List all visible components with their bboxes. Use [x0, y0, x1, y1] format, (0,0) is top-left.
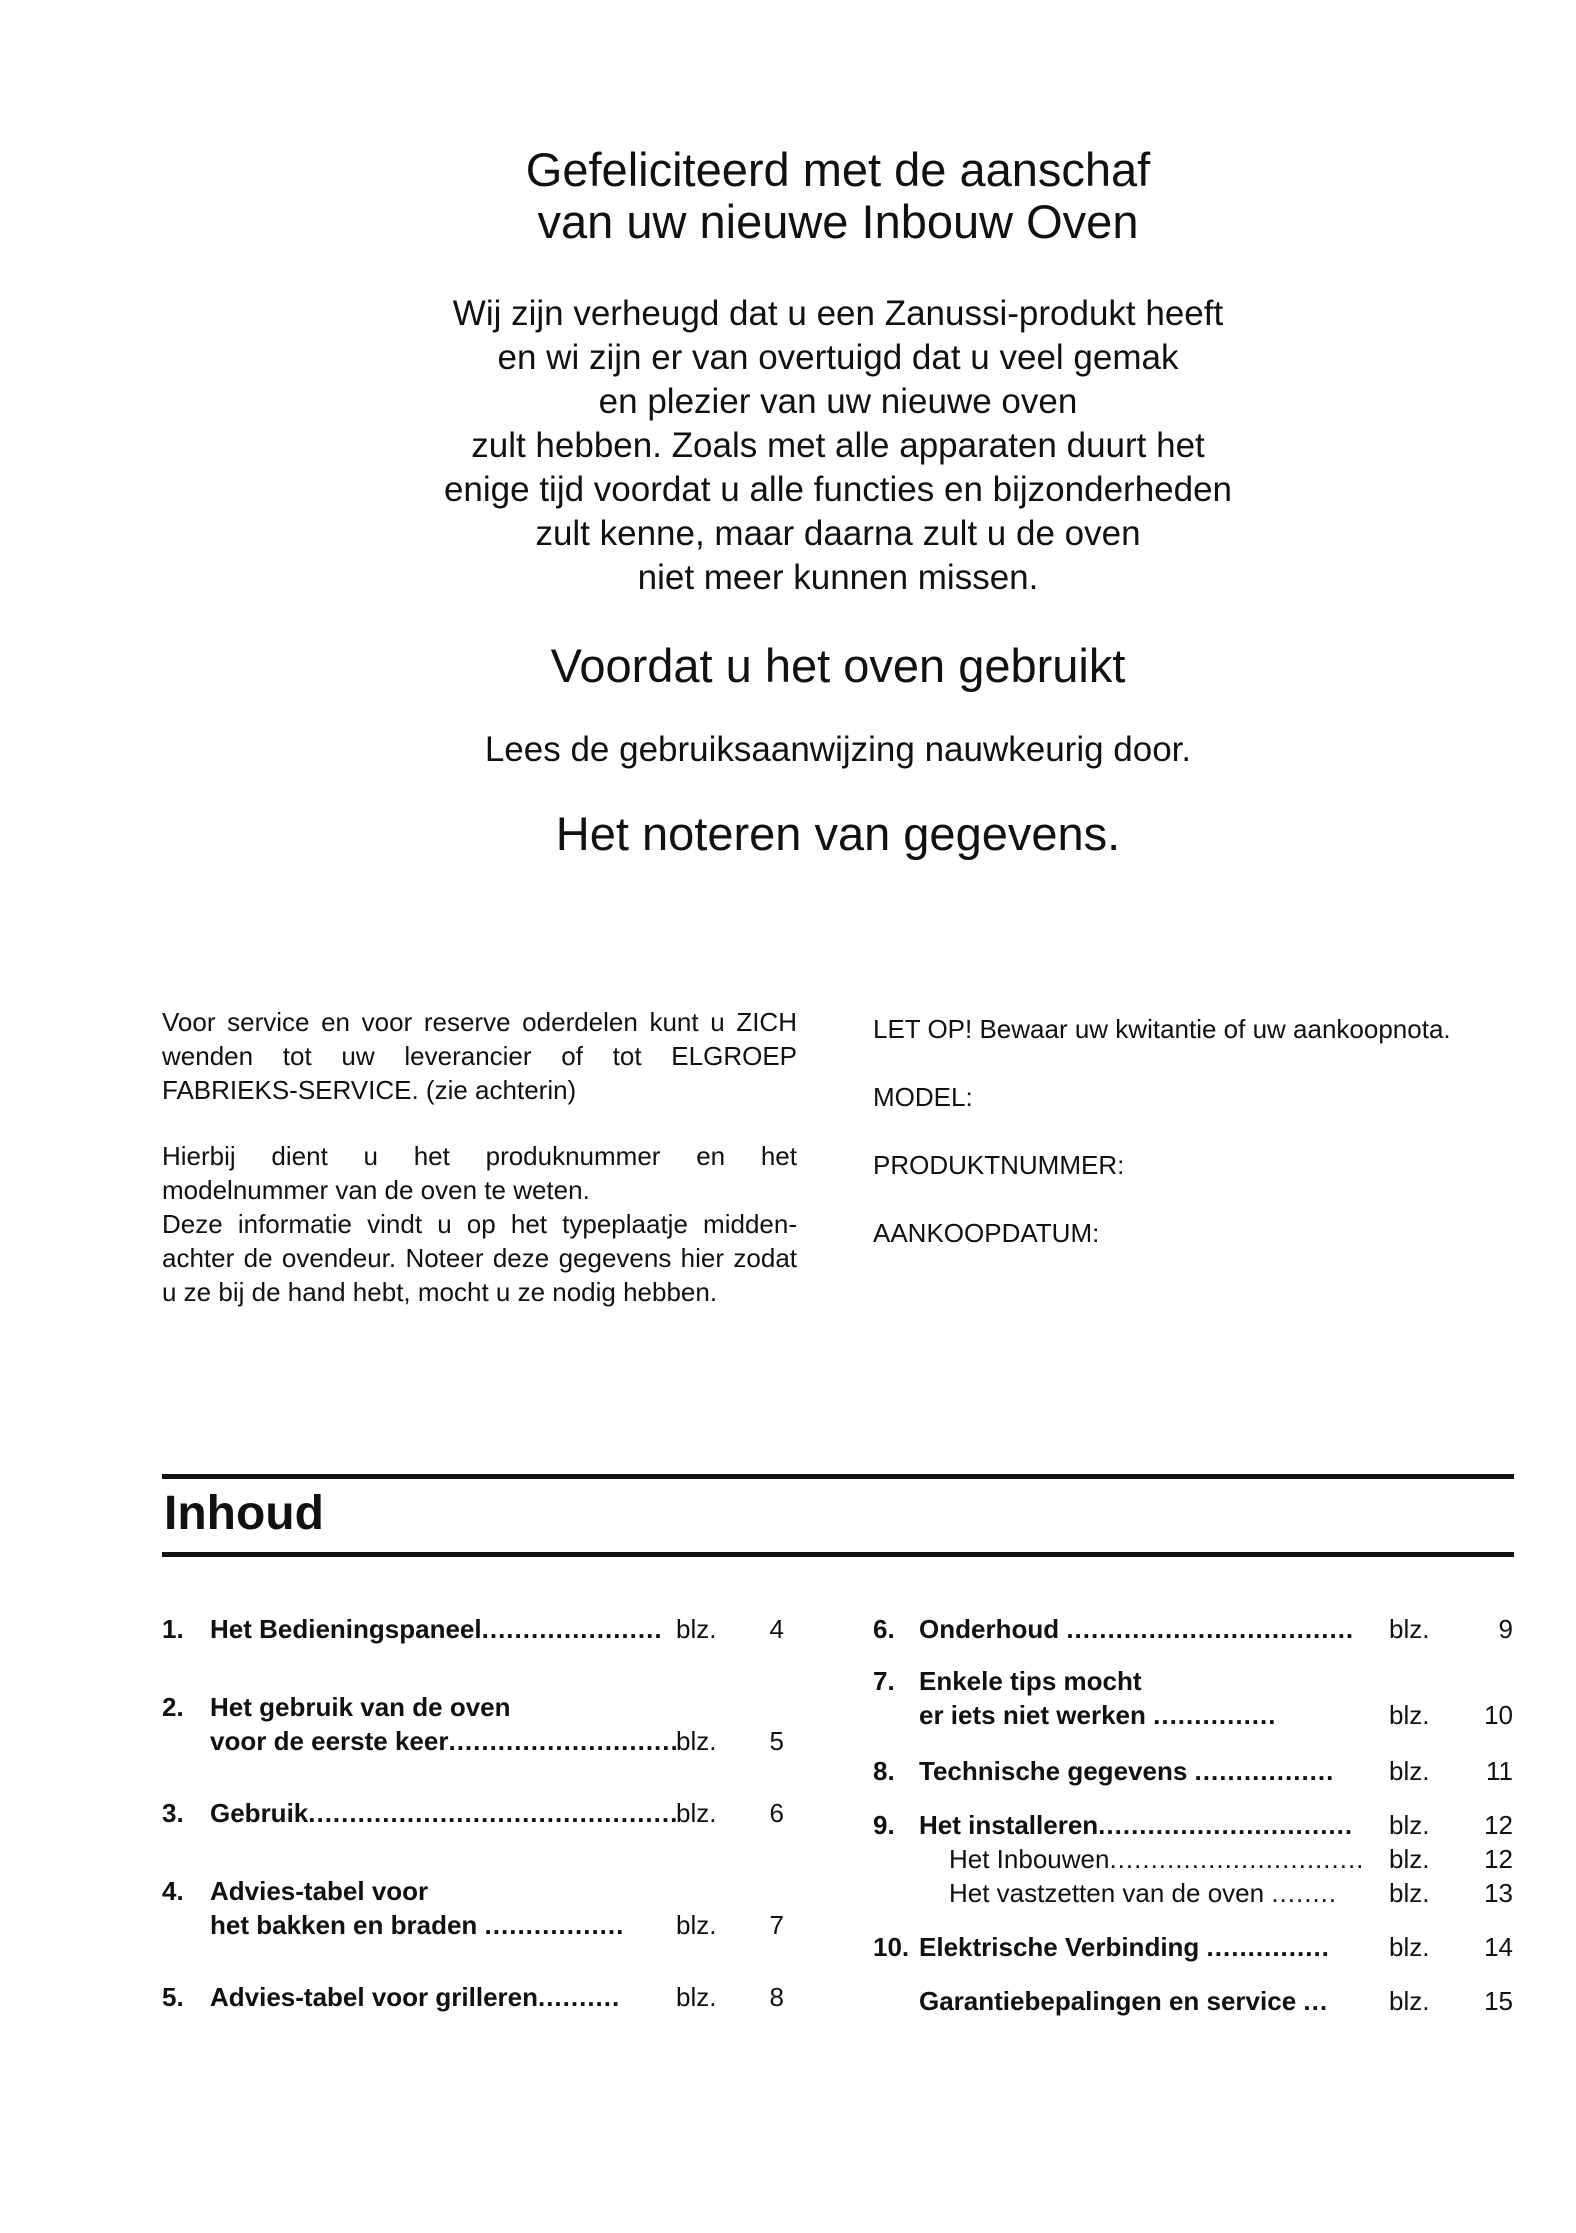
toc-page-number: 4 — [769, 1614, 784, 1644]
toc-item-title: Onderhoud ................................... — [919, 1614, 1355, 1644]
service-info-left — [162, 1005, 797, 1309]
toc-blz-label: blz. — [676, 1726, 717, 1756]
toc-page-number: 11 — [1486, 1756, 1513, 1786]
toc-blz-label: blz. — [1389, 1932, 1430, 1962]
toc-item-title: Garantiebepalingen en service ... — [919, 1986, 1329, 2016]
toc-blz-label: blz. — [1389, 1844, 1430, 1874]
toc-blz-label: blz. — [1389, 1878, 1430, 1908]
intro-line: en plezier van uw nieuwe oven — [598, 382, 1078, 421]
toc-page-number: 7 — [769, 1910, 784, 1940]
toc-blz-label: blz. — [1389, 1810, 1430, 1840]
toc-page-number: 9 — [1498, 1614, 1513, 1644]
toc-blz-label: blz. — [1389, 1614, 1430, 1644]
toc-item-title: er iets niet werken ............... — [919, 1700, 1277, 1730]
toc-page-number: 12 — [1484, 1844, 1513, 1874]
toc-blz-label: blz. — [1389, 1756, 1430, 1786]
toc-blz-label: blz. — [676, 1614, 717, 1644]
title-line-2: van uw nieuwe Inbouw Oven — [537, 195, 1139, 248]
toc-item-number: 6. — [873, 1614, 895, 1644]
aankoopdatum-label: AANKOOPDATUM: — [873, 1218, 1100, 1248]
toc-blz-label: blz. — [676, 1982, 717, 2012]
toc-page-number: 8 — [769, 1982, 784, 2012]
intro-line: enige tijd voordat u alle functies en bijzonderheden — [443, 470, 1233, 509]
model-label: MODEL: — [873, 1082, 973, 1112]
toc-item-title: voor de eerste keer............................ — [210, 1726, 679, 1756]
toc-page-number: 12 — [1484, 1810, 1513, 1840]
toc-page-number: 15 — [1484, 1986, 1513, 2016]
toc-page-number: 6 — [769, 1798, 784, 1828]
intro-line: zult kenne, maar daarna zult u de oven — [535, 514, 1141, 553]
toc-item-title: Technische gegevens ................. — [919, 1756, 1335, 1786]
toc-title: Inhoud — [164, 1487, 324, 1540]
toc-item-number: 2. — [162, 1692, 184, 1722]
noting-title: Het noteren van gegevens. — [555, 807, 1121, 860]
toc-item-title: Het installeren............................... — [919, 1810, 1354, 1840]
toc-item-number: 5. — [162, 1982, 184, 2012]
divider-top — [162, 1474, 1514, 1479]
toc-item-number: 9. — [873, 1810, 895, 1840]
toc-item-title: Gebruik............................................. — [210, 1798, 679, 1828]
toc-page-number: 14 — [1484, 1932, 1513, 1962]
toc-left-column — [162, 1612, 802, 2012]
toc-item-number: 7. — [873, 1666, 895, 1696]
produktnummer-label: PRODUKTNUMMER: — [873, 1150, 1125, 1180]
toc-item-title: Het Bedieningspaneel...................... — [210, 1614, 663, 1644]
toc-page-number: 13 — [1484, 1878, 1513, 1908]
toc-item-number: 8. — [873, 1756, 895, 1786]
toc-subitem-title: Het vastzetten van de oven ........ — [949, 1878, 1338, 1908]
toc-item-number: 4. — [162, 1876, 184, 1906]
toc-item-title: Enkele tips mocht — [919, 1666, 1142, 1696]
intro-line: en wi zijn er van overtuigd dat u veel gemak — [497, 338, 1179, 377]
product-number-paragraph: Hierbij dient u het produknummer en het modelnummer van de oven te weten. — [162, 1141, 797, 1205]
toc-item-title: Elektrische Verbinding ............... — [919, 1932, 1330, 1962]
page-title — [0, 144, 1576, 248]
intro-line: niet meer kunnen missen. — [637, 558, 1039, 597]
before-use-text: Lees de gebruiksaanwijzing nauwkeurig door. — [484, 730, 1192, 769]
service-info-right — [873, 1012, 1518, 1250]
toc-subitem-title: Het Inbouwen............................... — [949, 1844, 1365, 1874]
intro-line: zult hebben. Zoals met alle apparaten duurt het — [471, 426, 1205, 465]
toc-blz-label: blz. — [1389, 1700, 1430, 1730]
toc-item-title: het bakken en braden ................. — [210, 1910, 625, 1940]
toc-blz-label: blz. — [1389, 1986, 1430, 2016]
toc-item-number: 3. — [162, 1798, 184, 1828]
title-line-1: Gefeliciteerd met de aanschaf — [525, 143, 1151, 196]
receipt-note: LET OP! Bewaar uw kwitantie of uw aankoopnota. — [873, 1014, 1451, 1044]
divider-bottom — [162, 1552, 1514, 1557]
toc-item-title: Advies-tabel voor — [210, 1876, 429, 1906]
toc-blz-label: blz. — [676, 1910, 717, 1940]
intro-line: Wij zijn verheugd dat u een Zanussi-produkt heeft — [452, 294, 1224, 333]
intro-text — [0, 292, 1576, 600]
toc-right-column — [873, 1612, 1513, 2016]
toc-page-number: 5 — [769, 1726, 784, 1756]
before-use-title: Voordat u het oven gebruikt — [550, 639, 1126, 692]
toc-page-number: 10 — [1484, 1700, 1513, 1730]
service-paragraph: Voor service en voor reserve oderdelen kunt u ZICH wenden tot uw leverancier of tot ELGROEP FABRIEKS-SERVICE. (zie achterin) — [162, 1007, 797, 1105]
toc-item-number: 10. — [873, 1932, 910, 1962]
toc-item-number: 1. — [162, 1614, 184, 1644]
toc-blz-label: blz. — [676, 1798, 717, 1828]
toc-item-title: Het gebruik van de oven — [210, 1692, 511, 1722]
toc-item-title: Advies-tabel voor grilleren.......... — [210, 1982, 621, 2012]
typeplate-paragraph: Deze informatie vindt u op het typeplaatje midden-achter de ovendeur. Noteer deze gegevens hier zodat u ze bij de hand hebt, mocht u ze nodig hebben. — [162, 1209, 797, 1307]
